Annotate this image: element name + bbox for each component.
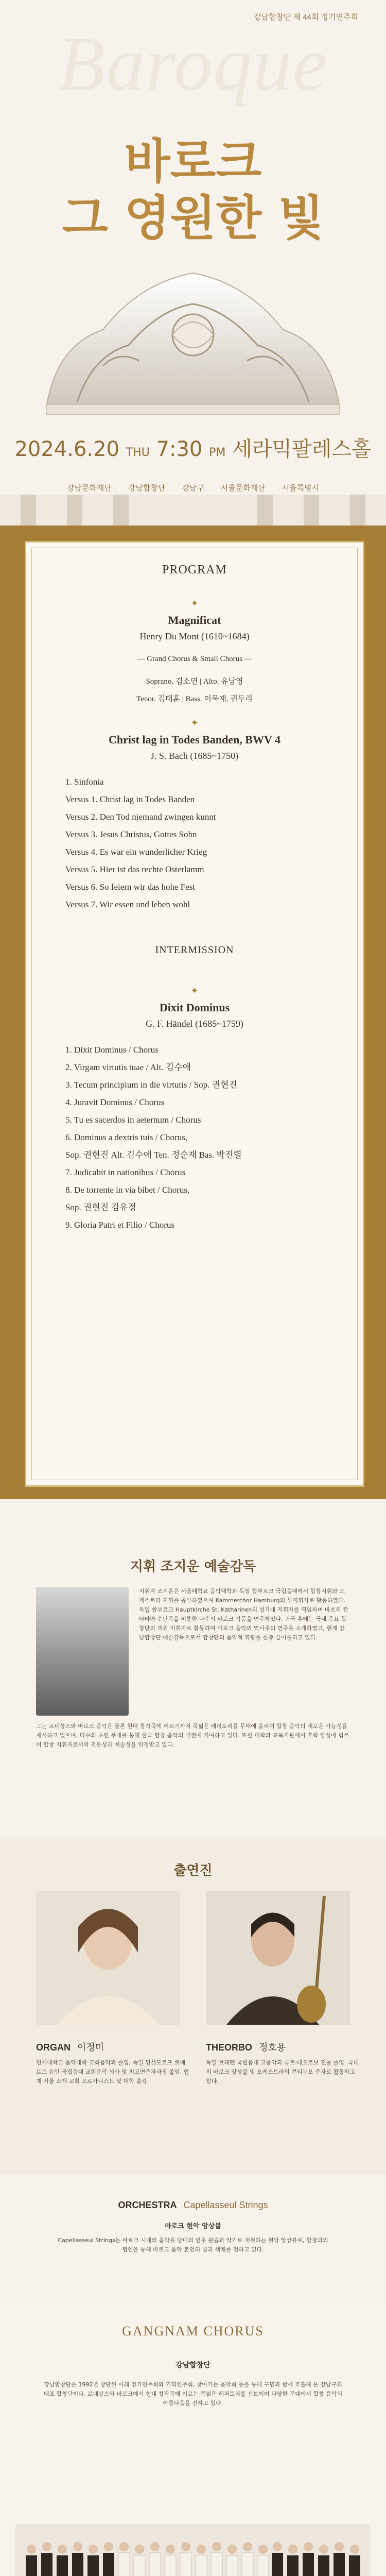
orchestra-heading-line: [0, 2200, 386, 2211]
program-card: [25, 541, 364, 1487]
performer2-name-line: [206, 2040, 286, 2054]
piece1-setting: — Grand Chorus & Small Chorus —: [137, 655, 252, 663]
list-item: Versus 4. Es war ein wunderlicher Krieg: [65, 847, 207, 857]
event-venue: 세라믹팔레스홀: [232, 437, 372, 461]
intermission-label: INTERMISSION: [155, 944, 234, 956]
logo-item: 강남문화재단: [66, 484, 112, 493]
ornament-star-icon: ✦: [190, 986, 199, 996]
list-item: Sop. 권현진 Alt. 김수애 Ten. 정순재 Bas. 박진렬: [65, 1150, 242, 1160]
program-heading: PROGRAM: [162, 563, 227, 577]
piece1-title: Magnificat: [168, 614, 221, 626]
choir-group-photo: [15, 2524, 371, 2576]
performer2-bio: 독일 브레멘 국립음대 고음악과 류트·테오르보 전공 졸업. 국내외 바로크 앙상블 및 오케스트라의 콘티누오 주자로 활동하고 있다.: [206, 2059, 359, 2084]
orchestra-name: Capellasseul Strings: [183, 2200, 268, 2210]
main-title-line1: 바로크: [124, 134, 262, 189]
main-title-line2: 그 영원한 빛: [62, 191, 324, 246]
list-item: 1. Sinfonia: [65, 777, 104, 787]
ornament-star-icon: ✦: [190, 718, 199, 728]
piece1-soloists-2: Tenor. 김태훈 | Bass. 이묵재, 권두리: [136, 695, 253, 703]
piece1-soloists-1: Soprano. 김소연 | Alto. 유남영: [146, 677, 243, 686]
gangnam-subhead: 강남합창단: [176, 2361, 210, 2369]
watermark-title: Baroque: [58, 21, 328, 107]
event-day: THU: [126, 446, 150, 459]
list-item: 5. Tu es sacerdos in aeternum / Chorus: [65, 1115, 201, 1125]
performer1-name-line: [36, 2040, 104, 2054]
piece3-movement-list: [65, 1041, 333, 1234]
event-date-line: [0, 433, 386, 462]
piece3-title: Dixit Dominus: [159, 1001, 230, 1014]
list-item: 1. Dixit Dominus / Chorus: [65, 1045, 159, 1055]
list-item: 9. Gloria Patri et Filio / Chorus: [65, 1220, 175, 1230]
piece2-title: Christ lag in Todes Banden, BWV 4: [109, 733, 280, 746]
list-item: Versus 6. So feiern wir das hohe Fest: [65, 882, 196, 892]
list-item: Versus 2. Den Tod niemand zwingen kunnt: [65, 812, 216, 822]
logo-item: 서울문화재단: [220, 484, 266, 493]
list-item: 4. Juravit Dominus / Chorus: [65, 1097, 165, 1107]
logo-item: 강남합창단: [128, 484, 166, 493]
event-ampm: PM: [209, 446, 226, 459]
performer2-role: THEORBO: [206, 2042, 252, 2053]
piece2-composer: J. S. Bach (1685~1750): [150, 751, 239, 761]
concert-series-label: 강남합창단 제 44회 정기연주회: [253, 13, 358, 22]
organist-photo: [36, 1891, 180, 2025]
gangnam-description: 강남합창단은 1992년 창단된 이래 정기연주회와 기획연주회, 찾아가는 음악회 등을 통해 구민과 함께 호흡해 온 강남구의 대표 합창단이다. 르네상스와 바로크에서 현대 창작곡에 이르는 폭넓은 레퍼토리를 선보이며 다양한 무대에서 합창 음악의 아름다움을 전하고 있다.: [43, 2381, 343, 2406]
logo-item: 서울특별시: [282, 484, 320, 493]
ornament-star-icon: ✦: [190, 598, 199, 609]
orchestra-heading: ORCHESTRA: [118, 2200, 177, 2210]
event-time: 7:30: [156, 437, 203, 461]
list-item: Sop. 권현진 김유정: [65, 1202, 136, 1212]
conductor-bio-part2: 그는 르네상스와 바로크 음악은 물론 현대 창작곡에 이르기까지 폭넓은 레퍼토리를 무대에 올리며 합창 음악의 새로운 가능성을 제시하고 있으며, 다수의 초연 무대를 통해 한국 합창 음악의 발전에 기여하고 있다. 또한 대학과 교육기관에서 후학 양성에 힘쓰며 합창 지휘자로서의 전문성과 예술성을 인정받고 있다.: [36, 1723, 349, 1748]
performers-section: [0, 1839, 386, 2174]
performers-heading: 출연진: [173, 1863, 213, 1878]
piece3-composer: G. F. Händel (1685~1759): [146, 1019, 243, 1029]
list-item: 2. Virgam virtutis tuae / Alt. 김수애: [65, 1062, 191, 1072]
performer2-name: 정호용: [259, 2042, 286, 2053]
list-item: Versus 7. Wir essen und leben wohl: [65, 900, 190, 909]
list-item: 7. Judicabit in nationibus / Chorus: [65, 1167, 186, 1177]
performer1-bio: 연세대학교 음악대학 교회음악과 졸업, 독일 뒤셀도르프 로베르트 슈만 국립음대 교회음악 석사 및 최고연주자과정 졸업. 현재 서울 소재 교회 오르가니스트 및 대학 출강.: [36, 2059, 189, 2084]
list-item: 3. Tecum principium in die virtutis / Sop. 권현진: [65, 1080, 237, 1090]
orchestra-subhead: 바로크 현악 앙상블: [165, 2223, 221, 2230]
list-item: 8. De torrente in via bibet / Chorus,: [65, 1185, 190, 1195]
list-item: Versus 3. Jesus Christus, Gottes Sohn: [65, 829, 197, 839]
piece1-composer: Henry Du Mont (1610~1684): [139, 631, 250, 641]
conductor-photo: [36, 1587, 129, 1716]
column-decoration: [0, 495, 386, 526]
list-item: Versus 5. Hier ist das rechte Osterlamm: [65, 865, 204, 874]
performer1-name: 이정미: [77, 2042, 104, 2053]
gangnam-heading: GANGNAM CHORUS: [122, 2324, 264, 2338]
list-item: 6. Dominus a dextris tuis / Chorus,: [65, 1132, 188, 1142]
orchestra-section: [0, 2184, 386, 2318]
theorbist-photo: [206, 1891, 350, 2025]
conductor-heading: 지휘 조지운 예술감독: [130, 1559, 256, 1574]
logo-item: 강남구: [182, 484, 204, 493]
conductor-bio-part1: 지휘자 조지운은 서울대학교 음악대학과 독일 함부르크 국립음대에서 합창지휘와 오케스트라 지휘를 공부하였으며 Kammerchor Hamburg의 부지휘자로 활동하였다. 독일 함부르크 Hauptkirche St. Katharinen의 성가대 지휘자를 역임하며 바흐의 칸타타와 수난곡을 비롯한 다수의 바로크 작품을 연주하였다. 귀국 후에는 국내 주요 합창단의 객원 지휘자로 활동하며 바로크 음악의 역사주의 연주를 소개하였고, 현재 강남합창단 예술감독으로서 합창단의 음악적 역량을 한층 끌어올리고 있다.: [139, 1588, 348, 1641]
baroque-ornament-illustration: [36, 252, 350, 417]
event-date: 2024.6.20: [14, 437, 120, 461]
performer1-role: ORGAN: [36, 2042, 71, 2053]
piece2-movement-list: [65, 773, 333, 913]
list-item: Versus 1. Christ lag in Todes Banden: [65, 794, 195, 804]
orchestra-description: Capellasseul Strings는 바로크 시대의 음악을 당대의 연주 관습과 악기로 재현하는 현악 앙상블로, 합창과의 협연을 통해 바로크 음악 본연의 빛과 색채를 전하고 있다.: [58, 2237, 328, 2253]
sponsor-logos: [0, 482, 386, 493]
